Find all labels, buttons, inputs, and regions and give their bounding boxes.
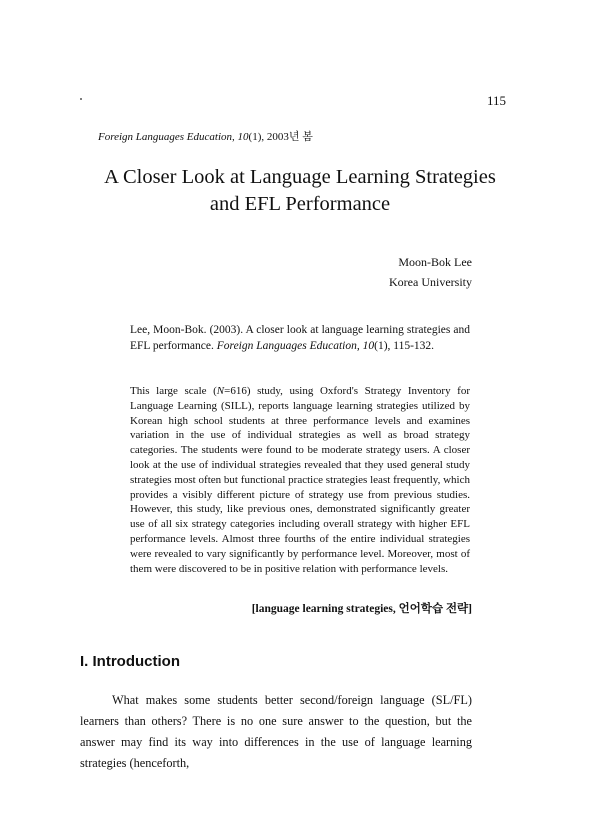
scan-speck [80,98,82,100]
keywords: [language learning strategies, 언어학습 전략] [251,603,472,615]
abstract-part-1: This large scale ( [130,385,217,397]
paper-title [60,164,540,218]
citation-volume: 10 [362,340,375,352]
citation-journal: Foreign Languages Education, [216,340,360,352]
page-number: 115 [487,93,507,108]
journal-name: Foreign Languages Education, [98,131,235,143]
intro-paragraph: What makes some students better second/foreign language (SL/FL) learners than others? There is no one sure answer to the question, but the answer may find its way into differences in the use of language learning strategies (henceforth, [80,693,472,770]
journal-issue: (1), 2003년 봄 [248,131,313,143]
journal-volume: 10 [237,131,249,143]
author-name: Moon-Bok Lee [398,255,472,269]
title-line-2: and EFL Performance [209,193,391,215]
journal-header [98,128,313,144]
author-affiliation: Korea University [389,275,472,289]
citation-prefix: Lee, Moon-Bok. (2003). A closer look at language learning strategies and EFL performance. [130,324,470,352]
abstract-part-2: =616) study, using Oxford's Strategy Inventory for Language Learning (SILL), reports language learning strategies utilized by Korean high school students at three performance levels and examines variation in the use of individual strategies as well as broad strategy categories. The students were found to be moderate strategy users. A closer look at the use of individual strategies revealed that they used general study strategies most often but functional practice strategies least frequently, which provides a visibly different picture of strategy use from previous studies. However, this study, like previous ones, demonstrated significantly greater use of all six strategy categories including overall strategy with higher EFL performance levels. Almost three fourths of the entire individual strategies were revealed to vary significantly by performance level. Moreover, most of them were discovered to be in positive relation with performance levels. [130,385,470,575]
citation-suffix: (1), 115-132. [374,340,435,352]
section-heading: I. Introduction [80,653,180,670]
abstract-n-symbol: N [216,385,225,397]
abstract [130,384,470,576]
citation [130,322,470,354]
author-block [389,252,472,292]
title-line-1: A Closer Look at Language Learning Strategies [104,166,496,188]
